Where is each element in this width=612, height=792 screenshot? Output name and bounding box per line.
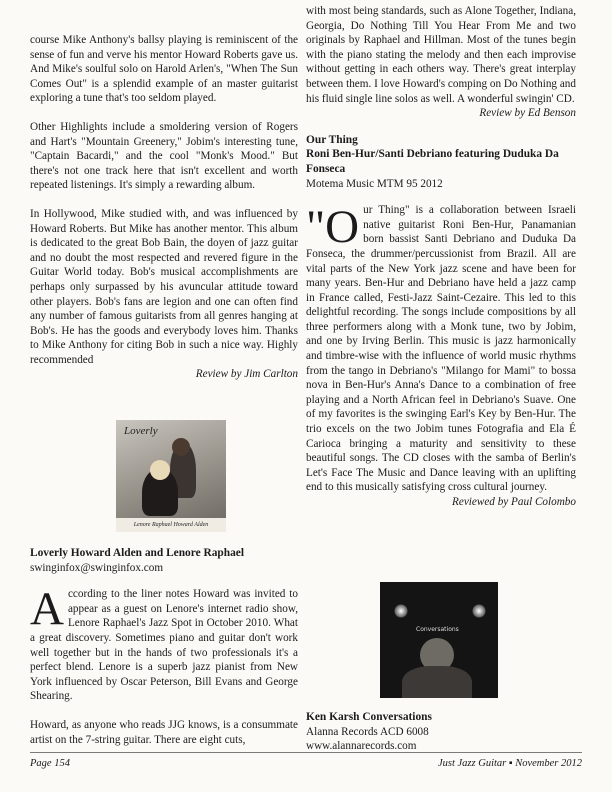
album-cover-conversations: [380, 582, 498, 698]
loverly-paragraph-1: According to the liner notes Howard was invited to appear as a guest on Lenore's internet radio show, Lenore Raphael's Jazz Spot in October 2010. What a great discovery. Sometimes piano and guitar don't work well together but in the hands of two professionals it's a perfect blend. Lenore is a superb jazz pianist from New York influenced by Oscar Peterson, Bill Evans and George Shearing.: [30, 583, 298, 703]
page-number: Page 154: [30, 758, 70, 769]
publication-name: Just Jazz Guitar ▪ November 2012: [437, 758, 582, 769]
record-label: Motema Music MTM 95 2012: [306, 177, 443, 190]
album-cover-loverly: [116, 420, 226, 532]
review-signature-colombo: Reviewed by Paul Colombo: [452, 496, 576, 508]
record-label-alanna: Alanna Records ACD 6008: [306, 725, 429, 738]
right-column: [306, 0, 576, 510]
left-paragraph-1: course Mike Anthony's ballsy playing is reminiscent of the sense of fun and verve his mentor Howard Roberts gave us. And Mike's soulful solo on Harold Arlen's, "When The Sun Comes Out" is a splendid example of an master guitarist exploring a tune that's too seldom played.: [30, 34, 298, 105]
review-heading-loverly: Loverly Howard Alden and Lenore Raphael: [30, 547, 245, 559]
left-column: [30, 0, 298, 382]
ken-karsh-info: [306, 710, 576, 754]
cover-caption: Lenore Raphael Howard Alden: [116, 518, 226, 532]
cover-title: Loverly: [124, 425, 158, 437]
contact-email: swinginfox@swinginfox.com: [30, 561, 164, 574]
review-signature-benson: Review by Ed Benson: [479, 107, 576, 120]
footer-divider: [30, 752, 582, 753]
right-paragraph-1: with most being standards, such as Alone Together, Indiana, Georgia, Do Nothing Till You Hear From Me and two originals by Raphael and Hillman. Most of the tunes begin with the piano stating the melody and then each improvise without getting in each others way. There's great interplay between them. I love Howard's comping on Do Nothing and his fluid single line solos as well. A wonderful swingin' CD.: [306, 5, 576, 105]
review-heading-our-thing: Our Thing: [306, 133, 358, 146]
alanna-url: www.alannarecords.com: [306, 740, 417, 753]
left-paragraph-3: In Hollywood, Mike studied with, and was influenced by Howard Roberts. But Mike has another mentor. This album is dedicated to the great Bob Bain, the doyen of jazz guitar and no doubt the most respected and revered figure in the Guitar World today. Bob's musical accomplishments are perhaps only surpassed by his avuncular attitude toward other players. Bob's fans are legion and one can often find any number of famous guitarists from all genres hanging at Bob's. He has the goods and everybody loves him. Thanks to Mike Anthony for citing Bob in such a nice way. Highly recommended: [30, 207, 298, 366]
our-thing-paragraph: "Our Thing" is a collaboration between Israeli native guitarist Roni Ben-Hur, Panamanian born bassist Santi Debriano and Duduka Da Fonseca, the drummer/percussionist from Brazil. All are vital parts of the New York jazz scene and have been for many years. Ben-Hur and Debriano have held a jazz camp in France called, Festi-Jazz Saint-Cezaire. This led to this delightful recording. The songs include compositions by all three performers along with a Monk tune, two by Jobim, and one by Irving Berlin. This music is jazz harmonically and timbre-wise with the influence of world music rhythms from the tango in Debriano's "Milango for Mami" to bossa nova in Ben-Hur's Anna's Dance to a combination of free playing and a North African feel in Debriano's Suave. One of my favorites is the swinging Earl's Key by Ben-Hur. The trio excels on the two Jobim tunes Fotografia and Ela É Carioca bringing a maturity and sensitivity to these beautiful songs. The CD closes with the samba of Berlin's Let's Face The Music and Dance leaving with an uplifting end to this musically satisfying cross cultural journey.: [306, 201, 576, 494]
drop-cap-a: A: [30, 583, 64, 636]
review-signature-carlton: Review by Jim Carlton: [195, 368, 298, 381]
review-artists-our-thing: Roni Ben-Hur/Santi Debriano featuring Duduka Da Fonseca: [306, 148, 559, 175]
cover-conversations-text: Conversations: [416, 626, 459, 633]
review-heading-ken-karsh: Ken Karsh Conversations: [306, 711, 432, 723]
loverly-paragraph-2: Howard, as anyone who reads JJG knows, is a consummate artist on the 7-string guitar. There are eight cuts,: [30, 718, 298, 746]
drop-cap-o: "O: [306, 201, 360, 254]
loverly-review: [30, 546, 298, 747]
left-paragraph-2: Other Highlights include a smoldering version of Rogers and Hart's "Mountain Greenery," Jobim's interesting tune, "Captain Bacardi," and the cool "Monk's Mood." But there's not one track here that isn't excellent and worth repeated listenings. It's simply a rewarding album.: [30, 120, 298, 192]
